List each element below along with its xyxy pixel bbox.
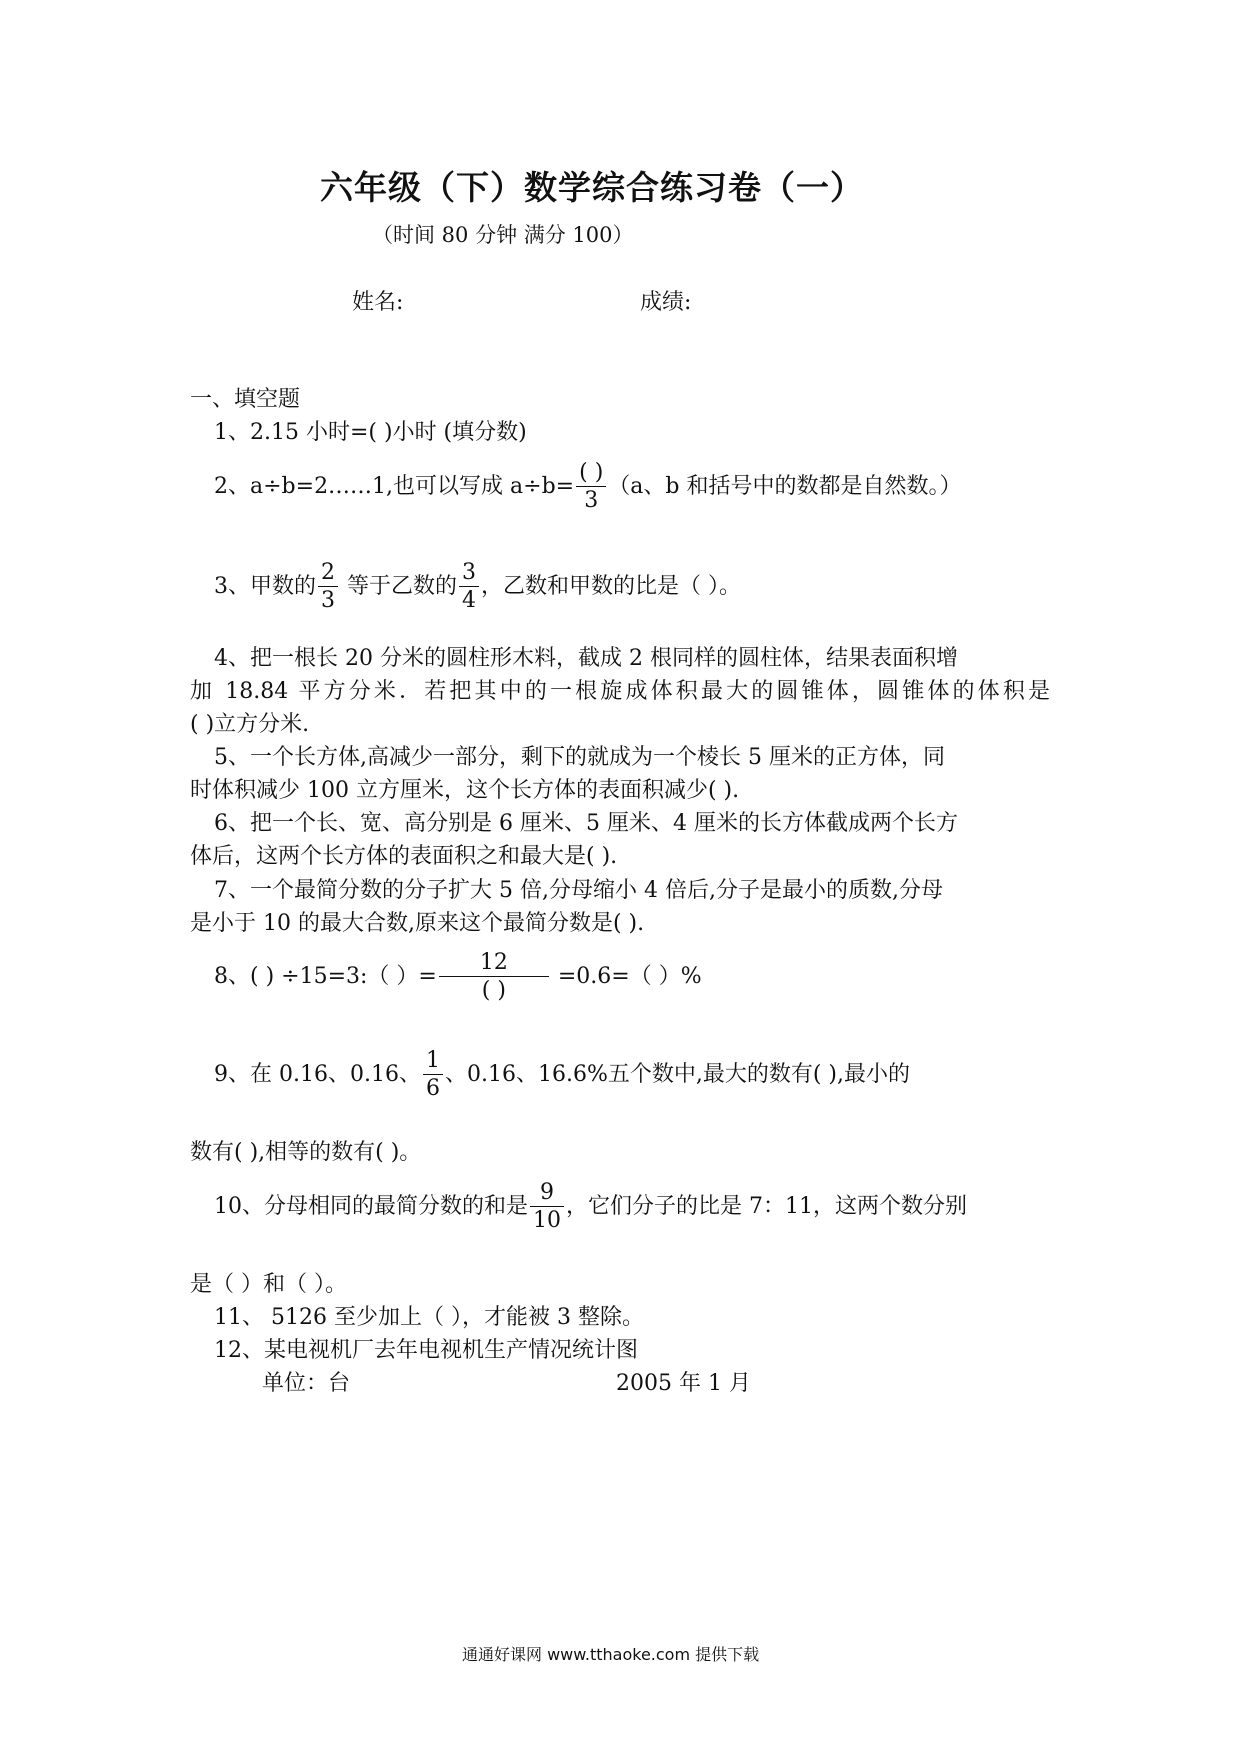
question-7-line-2: 是小于 10 的最大合数,原来这个最简分数是( ). [190, 911, 645, 936]
fraction [530, 1182, 564, 1232]
question-4-line-3: ( )立方分米. [190, 712, 310, 737]
exam-info: （时间 80 分钟 满分 100） [372, 223, 634, 247]
question-3-text: 3、甲数的 [214, 574, 316, 599]
question-4-line-2: 加 18.84 平方分米．若把其中的一根旋成体积最大的圆锥体，圆锥体的体积是 [190, 679, 1050, 704]
question-8-text: 8、( ) ÷15=3:（ ）= [214, 964, 437, 989]
fraction-denominator: 6 [423, 1074, 443, 1100]
fraction-numerator: 1 [425, 1048, 440, 1073]
question-2-text: 2、a÷b=2……1,也可以写成 a÷b= [214, 474, 575, 499]
question-7-line-1: 7、一个最简分数的分子扩大 5 倍,分母缩小 4 倍后,分子是最小的质数,分母 [214, 878, 943, 903]
fraction-denominator: ( ) [439, 976, 549, 1002]
question-6-line-2: 体后，这两个长方体的表面积之和最大是( ). [190, 844, 618, 869]
question-5-line-1: 5、一个长方体,高减少一部分，剩下的就成为一个棱长 5 厘米的正方体，同 [214, 745, 945, 770]
footer-credit: 通通好课网 www.tthaoke.com 提供下载 [462, 1645, 760, 1664]
fraction-numerator: 12 [479, 950, 508, 975]
question-10 [214, 1182, 967, 1232]
fraction-denominator: 3 [576, 486, 606, 512]
question-9-line-2: 数有( ),相等的数有( )。 [190, 1140, 422, 1165]
question-2 [214, 462, 962, 512]
question-6-line-1: 6、把一个长、宽、高分别是 6 厘米、5 厘米、4 厘米的长方体截成两个长方 [214, 811, 958, 836]
question-9-text: 、0.16、16.6%五个数中,最大的数有( ),最小的 [444, 1062, 910, 1087]
question-2-note: （a、b 和括号中的数都是自然数。） [608, 474, 962, 499]
question-5-line-2: 时体积减少 100 立方厘米，这个长方体的表面积减少( ). [190, 778, 740, 803]
fraction [459, 562, 479, 612]
score-label: 成绩: [640, 290, 692, 315]
fraction [423, 1050, 443, 1100]
fraction-denominator: 3 [318, 586, 338, 612]
fraction-denominator: 4 [459, 586, 479, 612]
fraction-numerator: 2 [321, 560, 335, 585]
fraction-numerator: 3 [462, 560, 476, 585]
question-8 [214, 952, 702, 1002]
question-9 [214, 1050, 910, 1100]
fraction-numerator: 9 [540, 1180, 554, 1205]
question-3 [214, 562, 741, 612]
question-9-text: 9、在 0.16、0.16、 [214, 1062, 421, 1087]
question-1: 1、2.15 小时=( )小时 (填分数) [214, 420, 527, 445]
fraction [576, 462, 606, 512]
page-title: 六年级（下）数学综合练习卷（一） [320, 168, 864, 207]
name-label: 姓名: [352, 290, 404, 315]
question-11: 11、 5126 至少加上（ ），才能被 3 整除。 [214, 1305, 644, 1330]
fraction [318, 562, 338, 612]
question-3-text: ，乙数和甲数的比是（ ）。 [481, 574, 741, 599]
question-8-text: =0.6=（ ）% [550, 964, 702, 989]
question-10-line-2: 是（ ）和（ ）。 [190, 1272, 347, 1297]
question-12-title: 12、某电视机厂去年电视机生产情况统计图 [214, 1338, 638, 1363]
fraction [439, 952, 549, 1002]
question-10-text: ，它们分子的比是 7：11，这两个数分别 [566, 1194, 967, 1219]
fraction-numerator: ( ) [579, 460, 604, 485]
fraction-denominator: 10 [530, 1206, 564, 1232]
chart-unit-label: 单位：台 [262, 1371, 351, 1396]
question-4-line-1: 4、把一根长 20 分米的圆柱形木料，截成 2 根同样的圆柱体，结果表面积增 [214, 646, 958, 671]
chart-date-label: 2005 年 1 月 [616, 1371, 751, 1396]
question-3-text: 等于乙数的 [340, 574, 457, 599]
question-10-text: 10、分母相同的最简分数的和是 [214, 1194, 528, 1219]
section-heading: 一、填空题 [190, 387, 301, 412]
